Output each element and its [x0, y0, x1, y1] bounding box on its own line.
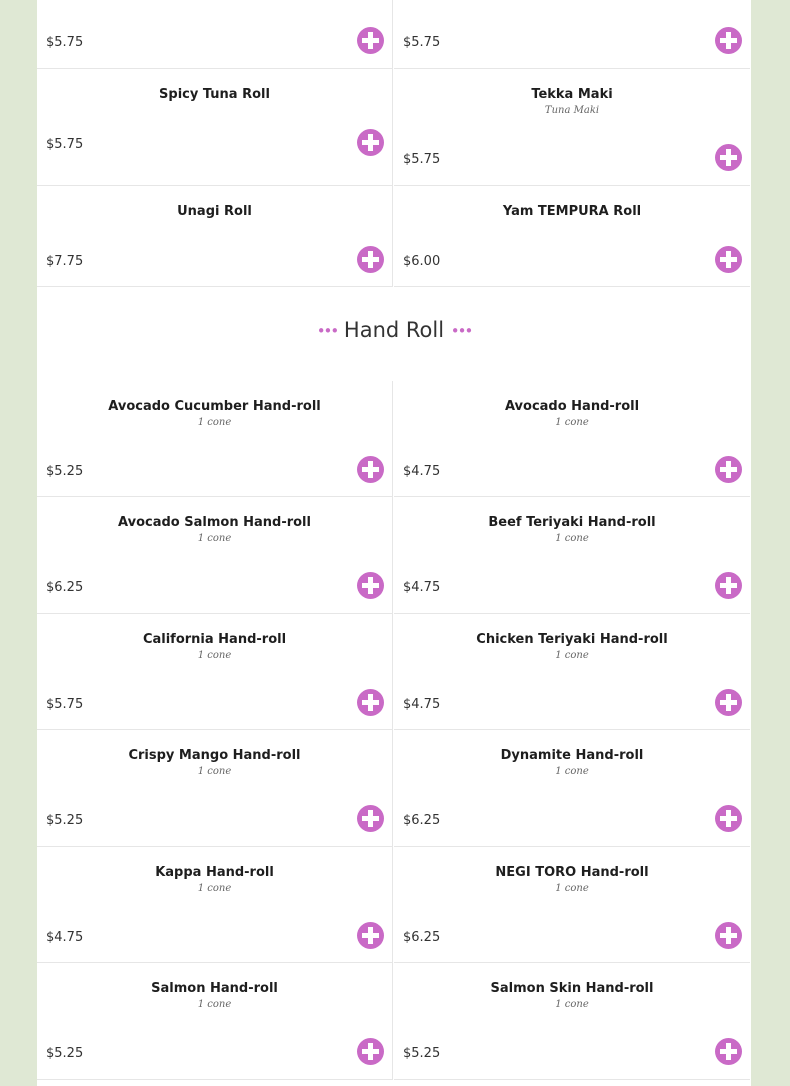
add-item-button[interactable] — [357, 129, 384, 156]
add-item-button[interactable] — [715, 572, 742, 599]
menu-item[interactable] — [394, 381, 750, 497]
item-name: Avocado Hand-roll — [504, 399, 640, 414]
item-description: 1 cone — [555, 417, 589, 428]
plus-circle-icon — [715, 456, 742, 483]
menu-item[interactable] — [37, 186, 393, 287]
plus-circle-icon — [715, 144, 742, 171]
plus-circle-icon — [357, 922, 384, 949]
plus-circle-icon — [357, 246, 384, 273]
add-item-button[interactable] — [357, 572, 384, 599]
menu-item[interactable] — [37, 0, 393, 69]
menu-item[interactable] — [37, 381, 393, 497]
item-name: Salmon Hand-roll — [151, 981, 278, 996]
item-description: 1 cone — [197, 533, 232, 544]
item-price: $5.75 — [403, 152, 441, 167]
item-price: $5.25 — [46, 464, 84, 479]
add-item-button[interactable] — [357, 689, 384, 716]
add-item-button[interactable] — [357, 27, 384, 54]
plus-circle-icon — [357, 456, 384, 483]
item-description: 1 cone — [197, 883, 232, 894]
item-price: $7.75 — [46, 254, 84, 269]
add-item-button[interactable] — [715, 805, 742, 832]
item-description: 1 cone — [555, 766, 589, 777]
add-item-button[interactable] — [715, 246, 742, 273]
item-price: $5.75 — [46, 35, 84, 50]
item-name: Kappa Hand-roll — [155, 865, 274, 880]
plus-circle-icon — [715, 922, 742, 949]
item-description: 1 cone — [197, 417, 232, 428]
plus-circle-icon — [357, 27, 384, 54]
menu-item[interactable] — [37, 847, 393, 963]
item-price: $5.75 — [46, 697, 84, 712]
item-price: $4.75 — [403, 697, 441, 712]
item-name: Crispy Mango Hand-roll — [128, 748, 301, 763]
item-description: 1 cone — [555, 650, 589, 661]
plus-circle-icon — [715, 805, 742, 832]
menu-panel — [37, 0, 751, 1086]
item-price: $4.75 — [403, 464, 441, 479]
item-price: $5.75 — [403, 35, 441, 50]
menu-item[interactable] — [394, 497, 750, 614]
item-price: $5.25 — [46, 1046, 84, 1061]
plus-circle-icon — [715, 1038, 742, 1065]
item-name: Salmon Skin Hand-roll — [490, 981, 654, 996]
item-price: $6.25 — [46, 580, 84, 595]
item-name: Chicken Teriyaki Hand-roll — [476, 632, 668, 647]
menu-item[interactable] — [37, 614, 393, 730]
add-item-button[interactable] — [715, 1038, 742, 1065]
plus-circle-icon — [357, 805, 384, 832]
item-price: $5.25 — [46, 813, 84, 828]
add-item-button[interactable] — [715, 27, 742, 54]
item-price: $5.75 — [46, 137, 84, 152]
plus-circle-icon — [357, 689, 384, 716]
item-price: $4.75 — [403, 580, 441, 595]
plus-circle-icon — [357, 1038, 384, 1065]
item-price: $6.25 — [403, 930, 441, 945]
item-price: $4.75 — [46, 930, 84, 945]
menu-item[interactable] — [37, 497, 393, 614]
menu-item[interactable] — [394, 69, 750, 186]
menu-item[interactable] — [37, 69, 393, 186]
item-description: 1 cone — [197, 999, 232, 1010]
item-price: $6.25 — [403, 813, 441, 828]
item-name: Avocado Salmon Hand-roll — [118, 515, 311, 530]
item-description: 1 cone — [197, 766, 232, 777]
add-item-button[interactable] — [357, 456, 384, 483]
menu-item[interactable] — [394, 0, 750, 69]
item-name: Avocado Cucumber Hand-roll — [108, 399, 321, 414]
plus-circle-icon — [715, 572, 742, 599]
menu-item[interactable] — [394, 614, 750, 730]
item-name: Yam TEMPURA Roll — [502, 204, 642, 219]
add-item-button[interactable] — [715, 456, 742, 483]
add-item-button[interactable] — [715, 922, 742, 949]
item-description: 1 cone — [197, 650, 232, 661]
item-price: $6.00 — [403, 254, 441, 269]
heading-dots-right: ••• — [450, 322, 472, 340]
item-description: 1 cone — [555, 999, 589, 1010]
item-name: California Hand-roll — [142, 632, 287, 647]
menu-item[interactable] — [394, 847, 750, 963]
item-name: Tekka Maki — [531, 87, 613, 102]
heading-dots-left: ••• — [316, 322, 338, 340]
section-heading — [37, 318, 751, 342]
plus-circle-icon — [715, 27, 742, 54]
menu-item[interactable] — [394, 730, 750, 847]
plus-circle-icon — [715, 246, 742, 273]
plus-circle-icon — [357, 129, 384, 156]
item-description: Tuna Maki — [544, 105, 600, 116]
item-name: NEGI TORO Hand-roll — [495, 865, 649, 880]
plus-circle-icon — [357, 572, 384, 599]
add-item-button[interactable] — [357, 922, 384, 949]
item-price: $5.25 — [403, 1046, 441, 1061]
add-item-button[interactable] — [715, 144, 742, 171]
add-item-button[interactable] — [715, 689, 742, 716]
item-description: 1 cone — [555, 533, 589, 544]
add-item-button[interactable] — [357, 246, 384, 273]
plus-circle-icon — [715, 689, 742, 716]
add-item-button[interactable] — [357, 1038, 384, 1065]
item-name: Beef Teriyaki Hand-roll — [488, 515, 656, 530]
menu-item[interactable] — [394, 186, 750, 287]
menu-item[interactable] — [394, 963, 750, 1080]
section-title: Hand Roll — [343, 318, 445, 342]
menu-item[interactable] — [37, 730, 393, 847]
item-name: Unagi Roll — [177, 204, 252, 219]
add-item-button[interactable] — [357, 805, 384, 832]
menu-item[interactable] — [37, 963, 393, 1080]
item-name: Spicy Tuna Roll — [159, 87, 270, 102]
item-description: 1 cone — [555, 883, 589, 894]
item-name: Dynamite Hand-roll — [500, 748, 644, 763]
